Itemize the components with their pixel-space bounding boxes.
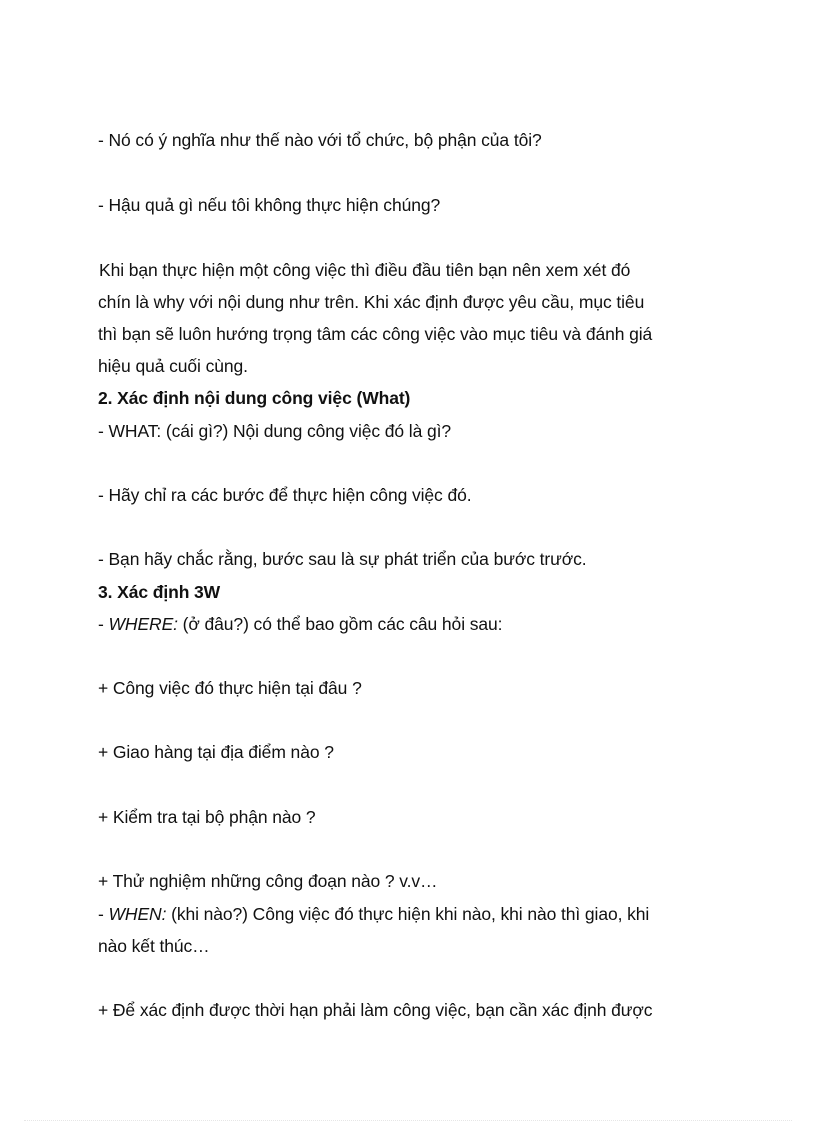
text-line: - Nó có ý nghĩa như thế nào với tổ chức, bộ phận của tôi? <box>98 130 542 150</box>
text-line: + Giao hàng tại địa điểm nào ? <box>98 742 334 762</box>
where-label: WHERE: <box>108 614 178 634</box>
when-label: WHEN: <box>108 904 167 924</box>
when-rest: (khi nào?) Công việc đó thực hiện khi nào, khi nào thì giao, khi <box>166 904 650 924</box>
section-heading: 3. Xác định 3W <box>98 582 221 602</box>
text-line: - Bạn hãy chắc rằng, bước sau là sự phát triển của bước trước. <box>98 549 587 569</box>
text-line: + Thử nghiệm những công đoạn nào ? v.v… <box>98 871 438 891</box>
page-bottom-rule <box>24 1120 792 1121</box>
text-line: - Hãy chỉ ra các bước để thực hiện công việc đó. <box>98 485 472 505</box>
text-line: hiệu quả cuối cùng. <box>98 356 248 376</box>
text-line: + Để xác định được thời hạn phải làm công việc, bạn cần xác định được <box>98 1000 653 1020</box>
text-line: thì bạn sẽ luôn hướng trọng tâm các công việc vào mục tiêu và đánh giá <box>98 324 653 344</box>
text-line: - WHAT: (cái gì?) Nội dung công việc đó là gì? <box>98 421 452 441</box>
where-rest: (ở đâu?) có thể bao gồm các câu hỏi sau: <box>177 614 503 634</box>
where-prefix: - <box>98 614 109 634</box>
section-heading: 2. Xác định nội dung công việc (What) <box>98 388 411 408</box>
text-line: nào kết thúc… <box>98 936 210 956</box>
text-line-when <box>98 903 649 925</box>
text-line: chín là why với nội dung như trên. Khi xác định được yêu cầu, mục tiêu <box>98 292 645 312</box>
text-line: + Kiểm tra tại bộ phận nào ? <box>98 807 316 827</box>
text-line: + Công việc đó thực hiện tại đâu ? <box>98 678 362 698</box>
text-line: - Hậu quả gì nếu tôi không thực hiện chúng? <box>98 195 441 215</box>
when-prefix: - <box>98 904 109 924</box>
text-line-where <box>98 613 502 635</box>
text-line: Khi bạn thực hiện một công việc thì điều đầu tiên bạn nên xem xét đó <box>99 260 631 280</box>
